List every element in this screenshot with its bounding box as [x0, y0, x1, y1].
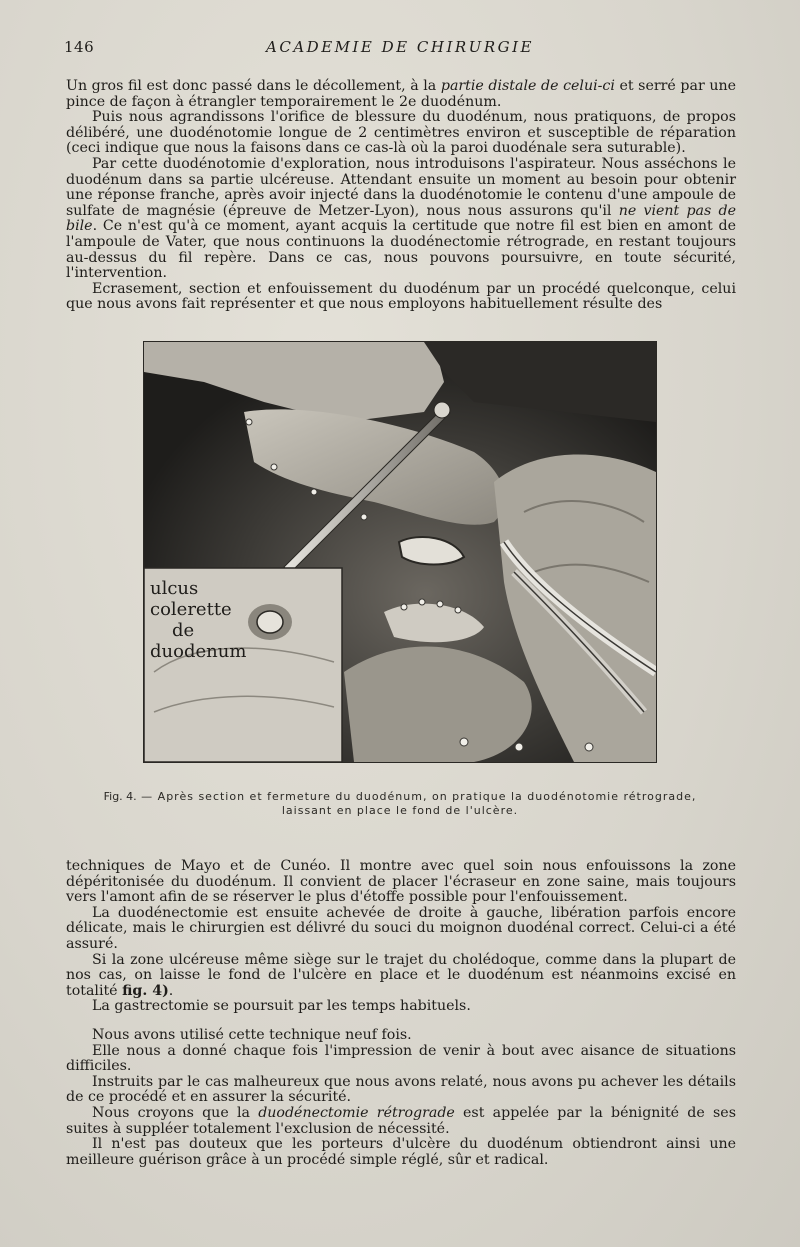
paragraph: La gastrectomie se poursuit par les temps habituels.	[92, 998, 471, 1015]
body-text-bottom	[66, 859, 736, 1168]
caption-text: — Après section et fermeture du duodénum, on pratique la duodénotomie rétrograde, laissant en place le fond de l'ulcère.	[136, 790, 697, 817]
paragraph: La duodénectomie est ensuite achevée de droite à gauche, libération parfois encore délicate, mais le chirurgien est délivré du souci du moignon duodénal correct. Celui-ci a été assuré.	[66, 904, 736, 952]
paragraph: Instruits par le cas malheureux que nous avons relaté, nous avons pu achever les détails de ce procédé et en assurer la sécurité.	[66, 1073, 736, 1106]
body-text-top	[66, 79, 736, 313]
figure-reference: fig. 4)	[122, 982, 169, 999]
paragraph: Par cette duodénotomie d'exploration, nous introduisons l'aspirateur. Nous asséchons le duodénum dans sa partie ulcéreuse. Attendant ensuite un moment au besoin pour obtenir une réponse franche, après avoir injecté dans la duodénotomie le contenu d'une ampoule de sulfate de magnésie (épreuve de Metzer-Lyon), nous nous assurons qu'il ne vient pas de bile. Ce n'est qu'à ce moment, ayant acquis la certitude que notre fil est bien en amont de l'ampoule de Vater, que nous continuons la duodénectomie rétrograde, en restant toujours au-dessus du fil repère. Dans ce cas, nous pouvons poursuivre, en toute sécurité, l'intervention.	[66, 155, 736, 282]
paragraph: Ecrasement, section et enfouissement du duodénum par un procédé quelconque, celui que nous avons fait représenter et que nous employons habituellement résulte des	[66, 280, 736, 313]
paragraph: Elle nous a donné chaque fois l'impression de venir à bout avec aisance de situations difficiles.	[66, 1042, 736, 1075]
figure-number: Fig. 4.	[103, 790, 137, 803]
inset-label-line-1: ulcus	[150, 578, 199, 599]
inset-ulcer-detail	[144, 568, 342, 762]
page-header	[64, 38, 736, 62]
paragraph: Nous croyons que la duodénectomie rétrograde est appelée par la bénignité de ses suites à suppléer totalement l'exclusion de nécessité.	[66, 1104, 736, 1137]
inset-label-line-3: de	[172, 620, 195, 641]
page-number: 146	[64, 38, 95, 56]
emphasis: ne vient pas de bile	[66, 202, 736, 235]
paragraph: Un gros fil est donc passé dans le décollement, à la partie distale de celui-ci et serré par une pince de façon à étrangler temporairement le 2e duodénum.	[66, 78, 736, 110]
inset-label-line-2: colerette	[150, 599, 232, 620]
paragraph: Nous avons utilisé cette technique neuf fois.	[92, 1026, 412, 1043]
surgical-illustration	[143, 341, 657, 763]
emphasis: duodénectomie rétrograde	[258, 1104, 455, 1121]
paragraph: Il n'est pas douteux que les porteurs d'ulcère du duodénum obtiendront ainsi une meilleure guérison grâce à un procédé simple réglé, sûr et radical.	[66, 1136, 736, 1168]
paragraph: Si la zone ulcéreuse même siège sur le trajet du cholédoque, comme dans la plupart de nos cas, on laisse le fond de l'ulcère en place et le duodénum est néanmoins excisé en totalité fig. 4).	[66, 951, 736, 999]
figure-caption	[90, 790, 710, 818]
paragraph: Puis nous agrandissons l'orifice de blessure du duodénum, nous pratiquons, de propos délibéré, une duodénotomie longue de 2 centimètres environ et susceptible de réparation (ceci indique que nous la faisons dans ce cas-là où la paroi duodénale sera suturable).	[66, 109, 736, 157]
emphasis: partie distale de celui-ci	[440, 78, 615, 94]
paragraph: techniques de Mayo et de Cunéo. Il montre avec quel soin nous enfouissons la zone dépéritonisée du duodénum. Il convient de placer l'écraseur en zone saine, mais toujours vers l'amont afin de se réserver le plus d'étoffe possible pour l'enfouissement.	[66, 858, 736, 906]
running-title: ACADEMIE DE CHIRURGIE	[266, 38, 534, 56]
inset-label-line-4: duodenum	[150, 641, 247, 662]
